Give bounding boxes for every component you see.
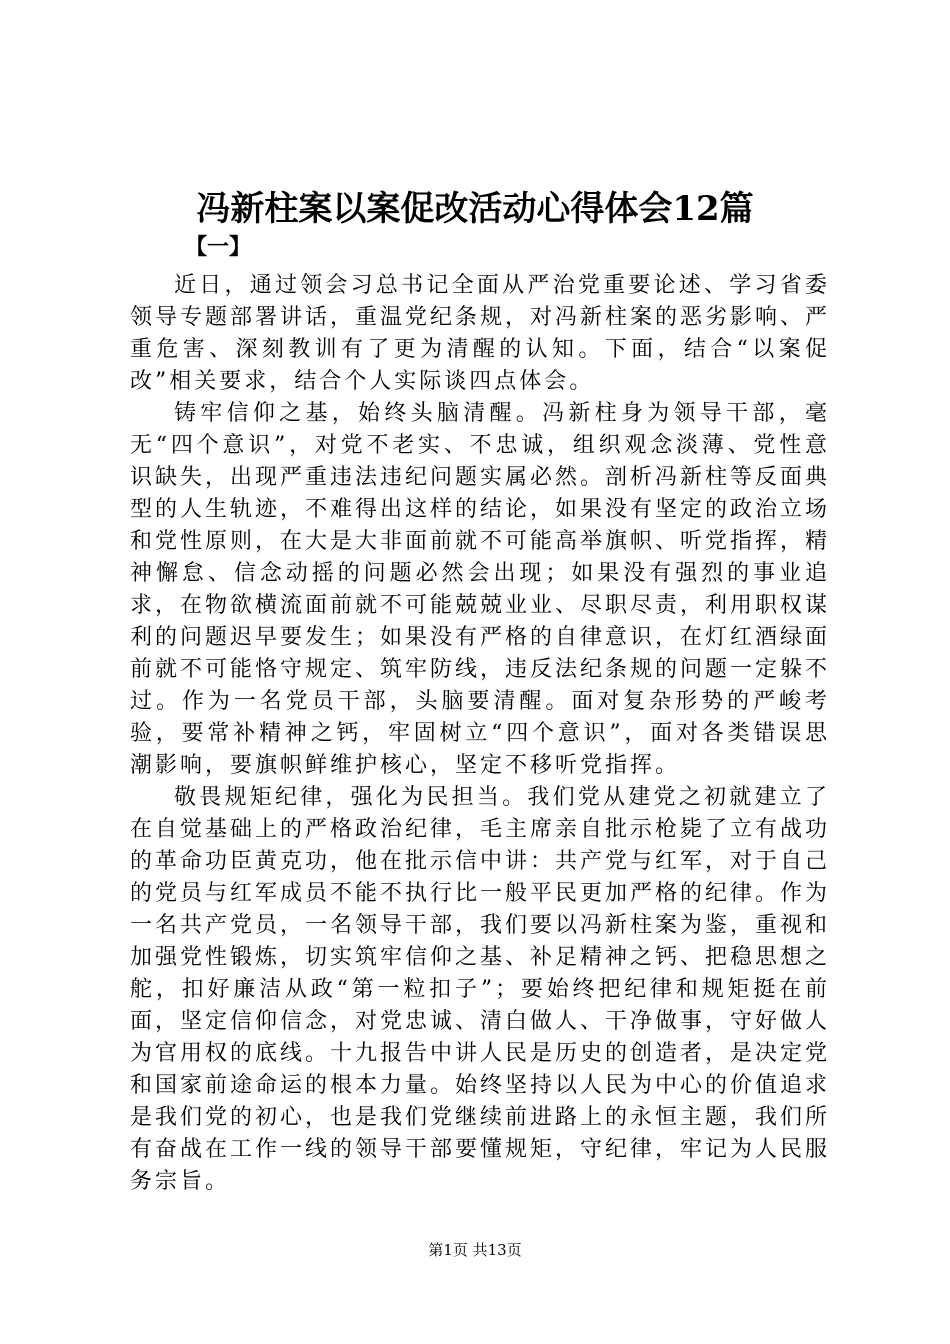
section-label: 【一】: [185, 234, 252, 260]
paragraph-faith: 铸牢信仰之基，始终头脑清醒。冯新柱身为领导干部，毫无“四个意识”，对党不老实、不忠诚，组织观念淡薄、党性意识缺失，出现严重违法违纪问题实属必然。剖析冯新柱等反面典型的人生轨迹，不难得出这样的结论，如果没有坚定的政治立场和党性原则，在大是大非面前就不可能高举旗帜、听党指挥，精神懈怠、信念动摇的问题必然会出现；如果没有强烈的事业追求，在物欲横流面前就不可能兢兢业业、尽职尽责，利用职权谋利的问题迟早要发生；如果没有严格的自律意识，在灯红酒绿面前就不可能恪守规定、筑牢防线，违反法纪条规的问题一定躲不过。作为一名党员干部，头脑要清醒。面对复杂形势的严峻考验，要常补精神之钙，牢固树立“四个意识”，面对各类错误思潮影响，要旗帜鲜维护核心，坚定不移听党指挥。: [130, 401, 831, 778]
page-footer: 第1页 共13页: [428, 1241, 522, 1259]
document-title: 冯新柱案以案促改活动心得体会12篇: [196, 189, 754, 229]
paragraph-intro: 近日，通过领会习总书记全面从严治党重要论述、学习省委领导专题部署讲话，重温党纪条规，对冯新柱案的恶劣影响、严重危害、深刻教训有了更为清醒的认知。下面，结合“以案促改”相关要求，结合个人实际谈四点体会。: [130, 273, 831, 394]
document-body: [130, 270, 830, 1198]
paragraph-discipline: 敬畏规矩纪律，强化为民担当。我们党从建党之初就建立了在自觉基础上的严格政治纪律，毛主席亲自批示枪毙了立有战功的革命功臣黄克功，他在批示信中讲：共产党与红军，对于自己的党员与红军成员不能不执行比一般平民更加严格的纪律。作为一名共产党员，一名领导干部，我们要以冯新柱案为鉴，重视和加强党性锻炼，切实筑牢信仰之基、补足精神之钙、把稳思想之舵，扣好廉洁从政“第一粒扣子”；要始终把纪律和规矩挺在前面，坚定信仰信念，对党忠诚、清白做人、干净做事，守好做人为官用权的底线。十九报告中讲人民是历史的创造者，是决定党和国家前途命运的根本力量。始终坚持以人民为中心的价值追求是我们党的初心，也是我们党继续前进路上的永恒主题，我们所有奋战在工作一线的领导干部要懂规矩，守纪律，牢记为人民服务宗旨。: [130, 785, 831, 1194]
